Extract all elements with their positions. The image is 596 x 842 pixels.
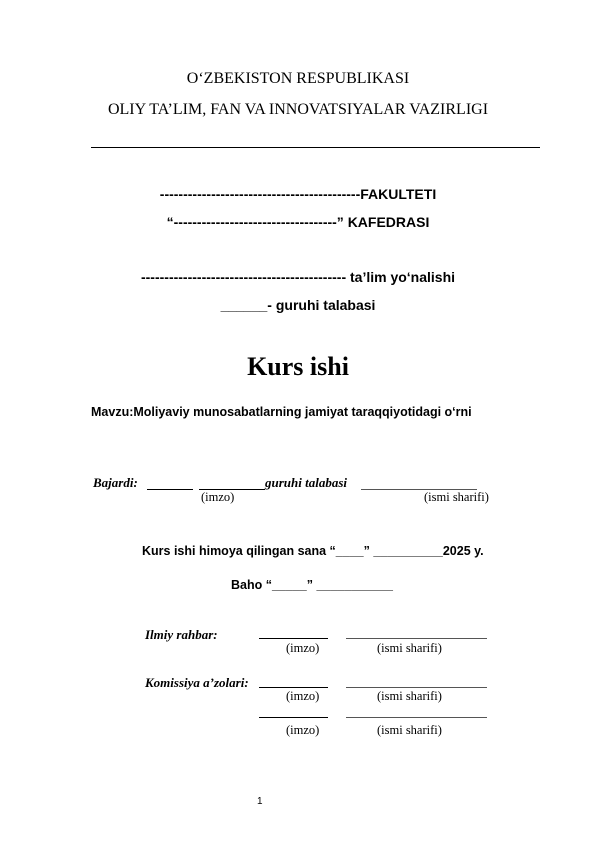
direction-line: -------------------------------------------- ta’lim yo‘nalishi — [140, 269, 456, 285]
grade-line: Baho “_____” ___________ — [231, 578, 393, 592]
performed-signature-line — [147, 489, 193, 490]
department-line: “-----------------------------------” KAFEDRASI — [166, 214, 430, 230]
commission-sign-caption-2: (imzo) — [286, 723, 320, 737]
performed-sign-caption: (imzo) — [201, 490, 235, 504]
commission-name-caption-1: (ismi sharifi) — [377, 689, 442, 703]
performed-label: Bajardi: — [93, 475, 138, 490]
topic-line: Mavzu:Moliyaviy munosabatlarning jamiyat taraqqiyotidagi o‘rni — [91, 405, 472, 419]
faculty-line: -------------------------------------------FAKULTETI — [159, 186, 437, 202]
republic-heading: O‘ZBEKISTON RESPUBLIKASI — [186, 70, 410, 87]
header-divider — [91, 147, 540, 148]
commission-signature-line-1 — [259, 687, 328, 688]
commission-name-line-1 — [346, 687, 487, 688]
performed-group-label: guruhi talabasi — [265, 475, 348, 490]
group-line: ______- guruhi talabasi — [220, 297, 376, 313]
commission-name-line-2 — [346, 717, 487, 718]
performed-name-caption: (ismi sharifi) — [424, 490, 489, 504]
page-number: 1 — [257, 796, 263, 807]
supervisor-signature-line — [259, 638, 328, 639]
commission-signature-line-2 — [259, 717, 328, 718]
ministry-heading: OLIY TA’LIM, FAN VA INNOVATSIYALAR VAZIRLIGI — [107, 101, 489, 118]
supervisor-label: Ilmiy rahbar: — [145, 627, 218, 642]
supervisor-name-caption: (ismi sharifi) — [377, 641, 442, 655]
defense-date-line: Kurs ishi himoya qilingan sana “____” __________2025 y. — [142, 544, 484, 558]
supervisor-name-line — [346, 638, 487, 639]
commission-name-caption-2: (ismi sharifi) — [377, 723, 442, 737]
commission-label: Komissiya a’zolari: — [145, 675, 249, 690]
commission-sign-caption-1: (imzo) — [286, 689, 320, 703]
supervisor-sign-caption: (imzo) — [286, 641, 320, 655]
document-title: Kurs ishi — [247, 352, 349, 381]
